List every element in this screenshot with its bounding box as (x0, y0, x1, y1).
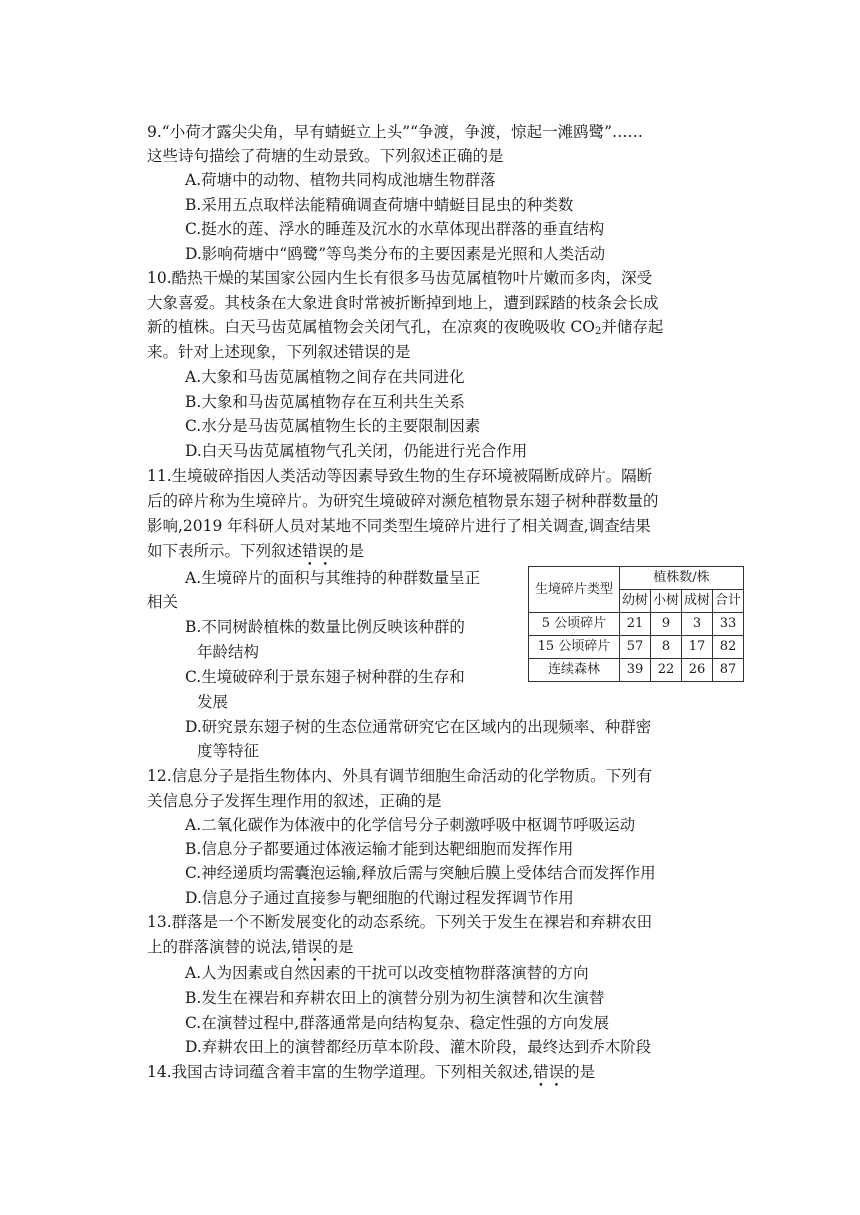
table-cell: 8 (651, 636, 682, 659)
q14-stem (147, 1060, 595, 1084)
table-cell: 57 (620, 636, 651, 659)
table-row-label: 15 公顷碎片 (529, 636, 620, 659)
q13-stem-text: 上的群落演替的说法, (147, 938, 292, 956)
table-col-header: 成树 (682, 590, 713, 613)
emphasis-char: 误 (317, 542, 334, 560)
q11-stem-line-4 (147, 539, 364, 563)
q11-stem-tail: 的是 (333, 542, 365, 560)
table-group-header: 植株数/株 (620, 567, 744, 590)
emphasis-char: 误 (306, 938, 323, 956)
q11-stem-line-1: 11.生境破碎指因人类活动等因素导致生物的生存环境被隔断成碎片。隔断 (147, 467, 653, 485)
table-row-label: 5 公顷碎片 (529, 613, 620, 636)
table-col-header: 幼树 (620, 590, 651, 613)
q10-stem-line-1: 10.酷热干燥的某国家公园内生长有很多马齿苋属植物叶片嫩而多肉，深受 (147, 269, 653, 287)
q13-stem-tail: 的是 (322, 938, 354, 956)
table-cell: 9 (651, 613, 682, 636)
q11-stem-line-3: 影响,2019 年科研人员对某地不同类型生境碎片进行了相关调查,调查结果 (147, 517, 651, 535)
q12-option-a: A.二氧化碳作为体液中的化学信号分子刺激呼吸中枢调节呼吸运动 (185, 816, 636, 834)
table-cell: 39 (620, 659, 651, 682)
table-cell: 22 (651, 659, 682, 682)
q13-stem-line-1: 13.群落是一个不断发展变化的动态系统。下列关于发生在裸岩和弃耕农田 (147, 913, 653, 931)
table-corner-header: 生境碎片类型 (529, 567, 620, 613)
q12-stem-line-2: 关信息分子发挥生理作用的叙述，正确的是 (147, 792, 442, 810)
q11-option-b-line-2: 年龄结构 (197, 643, 260, 661)
q10-stem-line-2: 大象喜爱。其枝条在大象进食时常被折断掉到地上，遭到踩踏的枝条会长成 (147, 294, 659, 312)
q12-stem-line-1: 12.信息分子是指生物体内、外具有调节细胞生命活动的化学物质。下列有 (147, 767, 653, 785)
emphasis-char: 误 (548, 1063, 565, 1081)
table-cell: 3 (682, 613, 713, 636)
co2-subscript: 2 (595, 326, 602, 337)
q12-option-c: C.神经递质均需囊泡运输,释放后需与突触后膜上受体结合而发挥作用 (185, 864, 656, 882)
q10-option-c: C.水分是马齿苋属植物生长的主要限制因素 (185, 417, 481, 435)
q14-stem-text: 14.我国古诗词蕴含着丰富的生物学道理。下列相关叙述, (147, 1063, 534, 1081)
table-col-header: 合计 (713, 590, 744, 613)
table-cell: 21 (620, 613, 651, 636)
table-cell: 26 (682, 659, 713, 682)
q9-stem-line-1: 9.“小荷才露尖尖角，早有蜻蜓立上头”“争渡，争渡，惊起一滩鸥鹭”…… (147, 123, 643, 141)
q12-option-b: B.信息分子都要通过体液运输才能到达靶细胞而发挥作用 (185, 840, 574, 858)
q10-stem-line-4: 来。针对上述现象，下列叙述错误的是 (147, 343, 411, 361)
table-cell: 33 (713, 613, 744, 636)
emphasis-char: 错 (291, 938, 307, 956)
q11-stem-line-2: 后的碎片称为生境碎片。为研究生境破碎对濒危植物景东翅子树种群数量的 (147, 492, 659, 510)
q10-stem-line-3-text: 新的植株。白天马齿苋属植物会关闭气孔，在凉爽的夜晚吸收 CO (147, 318, 595, 336)
q14-stem-tail: 的是 (564, 1063, 596, 1081)
habitat-fragment-table (528, 566, 744, 682)
q11-option-b-line-1: B.不同树龄植株的数量比例反映该种群的 (185, 618, 465, 636)
table-row (529, 659, 744, 682)
emphasis-char: 错 (533, 1063, 549, 1081)
table-cell: 17 (682, 636, 713, 659)
q13-option-a: A.人为因素或自然因素的干扰可以改变植物群落演替的方向 (185, 964, 589, 982)
q12-option-d: D.信息分子通过直接参与靶细胞的代谢过程发挥调节作用 (185, 889, 574, 907)
q11-option-a-line-2: 相关 (147, 593, 179, 611)
q11-option-a-line-1: A.生境碎片的面积与其维持的种群数量呈正 (185, 569, 481, 587)
q9-option-a: A.荷塘中的动物、植物共同构成池塘生物群落 (185, 171, 496, 189)
q11-option-c-line-2: 发展 (197, 693, 229, 711)
table-row (529, 613, 744, 636)
emphasis-char: 错 (302, 542, 318, 560)
q9-option-c: C.挺水的莲、浮水的睡莲及沉水的水草体现出群落的垂直结构 (185, 220, 605, 238)
q11-option-d-line-2: 度等特征 (197, 742, 260, 760)
q13-option-d: D.弃耕农田上的演替都经历草本阶段、灌木阶段，最终达到乔木阶段 (185, 1038, 652, 1056)
table-cell: 87 (713, 659, 744, 682)
q10-option-b: B.大象和马齿苋属植物存在互利共生关系 (185, 393, 465, 411)
q11-option-c-line-1: C.生境破碎利于景东翅子树种群的生存和 (185, 668, 465, 686)
q9-option-d: D.影响荷塘中“鸥鹭”等鸟类分布的主要因素是光照和人类活动 (185, 245, 606, 263)
q13-option-b: B.发生在裸岩和弃耕农田上的演替分别为初生演替和次生演替 (185, 989, 605, 1007)
q13-stem-line-2 (147, 935, 353, 959)
table-row-label: 连续森林 (529, 659, 620, 682)
q11-option-d-line-1: D.研究景东翅子树的生态位通常研究它在区域内的出现频率、种群密 (185, 718, 652, 736)
q10-option-a: A.大象和马齿苋属植物之间存在共同进化 (185, 368, 465, 386)
q9-option-b: B.采用五点取样法能精确调查荷塘中蜻蜓目昆虫的种类数 (185, 196, 574, 214)
q10-option-d: D.白天马齿苋属植物气孔关闭，仍能进行光合作用 (185, 442, 528, 460)
q9-stem-line-2: 这些诗句描绘了荷塘的生动景致。下列叙述正确的是 (147, 147, 504, 165)
q10-stem-line-3-tail: 并储存起 (601, 318, 664, 336)
q13-option-c: C.在演替过程中,群落通常是向结构复杂、稳定性强的方向发展 (185, 1014, 610, 1032)
q11-stem-text: 如下表所示。下列叙述 (147, 542, 303, 560)
table-col-header: 小树 (651, 590, 682, 613)
table-cell: 82 (713, 636, 744, 659)
table-row (529, 636, 744, 659)
